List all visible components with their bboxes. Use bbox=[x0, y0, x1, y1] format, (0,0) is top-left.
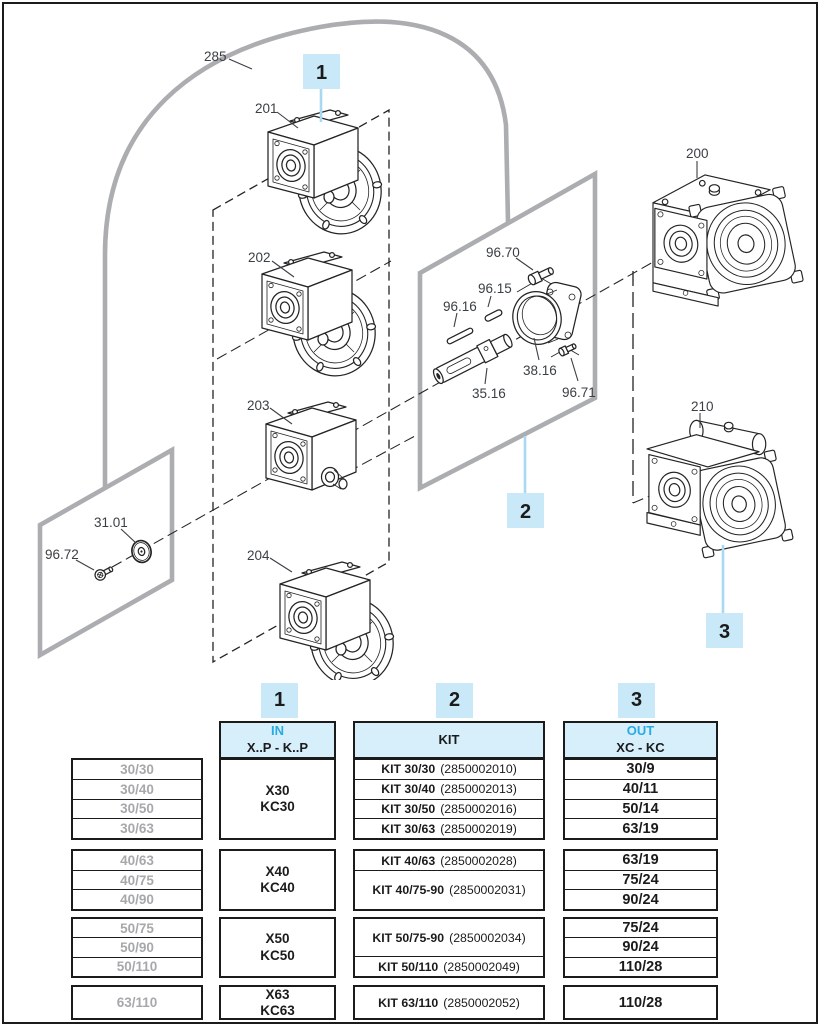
ratio-group-50 bbox=[71, 917, 203, 978]
label-200: 200 bbox=[686, 146, 709, 161]
kit-cell bbox=[355, 760, 543, 779]
out-cell: 50/14 bbox=[565, 799, 716, 819]
kit-code: (2850002019) bbox=[440, 821, 517, 836]
in-cell-line1: X40 bbox=[265, 863, 290, 879]
kit-cell bbox=[355, 799, 543, 819]
ratio-cell: 30/40 bbox=[73, 779, 201, 799]
label-96-15: 96.15 bbox=[478, 281, 512, 296]
kit-name: KIT 30/30 bbox=[381, 762, 436, 777]
in-cell-line2: KC63 bbox=[260, 1003, 295, 1019]
kit-name: KIT 50/75-90 bbox=[372, 930, 445, 945]
svg-text:2: 2 bbox=[519, 501, 532, 523]
header-in-title: IN bbox=[271, 723, 284, 739]
kit-name: KIT 40/75-90 bbox=[372, 883, 445, 897]
ratio-group-30 bbox=[71, 758, 203, 840]
kit-cell bbox=[355, 919, 543, 956]
in-cell-line2: KC50 bbox=[260, 947, 295, 963]
out-cell: 90/24 bbox=[565, 937, 716, 956]
table-badge-2: 2 bbox=[436, 683, 473, 718]
header-in-subtitle: X..P - K..P bbox=[246, 740, 309, 755]
kit-code: (2850002028) bbox=[440, 853, 517, 868]
label-204: 204 bbox=[247, 548, 270, 563]
ratio-cell: 50/90 bbox=[73, 937, 201, 956]
label-35-16: 35.16 bbox=[472, 386, 506, 401]
kit-code: (2850002010) bbox=[440, 762, 517, 777]
header-out-subtitle: XC - KC bbox=[616, 740, 665, 755]
kit-code: (2850002013) bbox=[440, 782, 517, 797]
table-badge-3: 3 bbox=[618, 683, 655, 718]
in-cell-line1: X63 bbox=[265, 987, 290, 1002]
in-group-40 bbox=[219, 849, 336, 911]
ratio-cell: 40/90 bbox=[73, 889, 201, 909]
out-cell: 90/24 bbox=[565, 889, 716, 909]
label-202: 202 bbox=[248, 250, 271, 265]
kit-cell bbox=[355, 956, 543, 976]
in-group-50 bbox=[219, 917, 336, 978]
in-cell-line2: KC40 bbox=[260, 880, 295, 895]
kit-cell bbox=[355, 870, 543, 909]
kit-name: KIT 30/40 bbox=[381, 782, 436, 797]
out-cell: 63/19 bbox=[565, 818, 716, 838]
kit-code: (2850002034) bbox=[449, 930, 526, 945]
ratio-group-40 bbox=[71, 849, 203, 911]
out-cell: 75/24 bbox=[565, 870, 716, 890]
ratio-cell: 30/30 bbox=[120, 761, 154, 777]
kit-cell bbox=[355, 779, 543, 799]
out-group-40 bbox=[563, 849, 718, 911]
ratio-group-63 bbox=[71, 985, 203, 1020]
out-group-63 bbox=[563, 985, 718, 1020]
kit-group-40 bbox=[353, 849, 545, 911]
header-in bbox=[219, 721, 336, 759]
out-cell: 75/24 bbox=[622, 920, 659, 937]
in-group-63 bbox=[219, 985, 336, 1020]
header-out-title: OUT bbox=[626, 723, 655, 739]
label-201: 201 bbox=[255, 101, 278, 116]
out-cell: 40/11 bbox=[565, 779, 716, 799]
out-cell: 110/28 bbox=[618, 994, 663, 1011]
kit-name: KIT 50/110 bbox=[378, 959, 439, 974]
kit-code: (2850002052) bbox=[443, 995, 520, 1010]
header-kit bbox=[353, 721, 545, 759]
kit-name: KIT 40/63 bbox=[381, 853, 436, 868]
table-badge-1: 1 bbox=[261, 683, 298, 718]
header-out bbox=[563, 721, 718, 759]
in-group-30 bbox=[219, 758, 336, 840]
kit-name: KIT 30/50 bbox=[381, 801, 436, 816]
out-group-50 bbox=[563, 917, 718, 978]
label-38-16: 38.16 bbox=[523, 363, 557, 378]
label-96-70: 96.70 bbox=[486, 245, 520, 260]
kit-name: KIT 63/110 bbox=[378, 995, 439, 1010]
kit-name: KIT 30/63 bbox=[381, 821, 436, 836]
kit-group-63 bbox=[353, 985, 545, 1020]
label-96-71: 96.71 bbox=[562, 385, 596, 400]
ratio-cell: 63/110 bbox=[116, 995, 158, 1010]
kit-cell bbox=[355, 818, 543, 838]
label-210: 210 bbox=[691, 399, 714, 414]
svg-text:1: 1 bbox=[315, 62, 328, 84]
label-96-72: 96.72 bbox=[45, 547, 79, 562]
kit-code: (2850002016) bbox=[440, 801, 517, 816]
ratio-cell: 50/75 bbox=[120, 920, 154, 936]
ratio-cell: 30/63 bbox=[73, 818, 201, 838]
in-cell-line2: KC30 bbox=[260, 799, 295, 814]
in-cell-line1: X50 bbox=[265, 931, 290, 947]
kit-code: (2850002031) bbox=[449, 883, 526, 897]
out-group-30 bbox=[563, 758, 718, 840]
label-203: 203 bbox=[247, 398, 270, 413]
kit-group-50 bbox=[353, 917, 545, 978]
label-96-16: 96.16 bbox=[443, 299, 477, 314]
kit-cell bbox=[355, 851, 543, 870]
ratio-cell: 40/63 bbox=[120, 852, 154, 868]
kit-cell bbox=[355, 987, 543, 1018]
kit-group-30 bbox=[353, 758, 545, 840]
label-285: 285 bbox=[204, 49, 227, 64]
out-cell: 110/28 bbox=[565, 957, 716, 976]
out-cell: 30/9 bbox=[626, 761, 655, 778]
ratio-cell: 50/110 bbox=[73, 957, 201, 976]
header-kit-title: KIT bbox=[438, 731, 460, 747]
svg-text:3: 3 bbox=[718, 621, 731, 643]
kit-code: (2850002049) bbox=[443, 959, 520, 974]
in-cell-line1: X30 bbox=[265, 782, 290, 798]
label-31-01: 31.01 bbox=[94, 515, 128, 530]
ratio-cell: 30/50 bbox=[73, 799, 201, 819]
ratio-cell: 40/75 bbox=[73, 870, 201, 890]
out-cell: 63/19 bbox=[622, 852, 659, 869]
